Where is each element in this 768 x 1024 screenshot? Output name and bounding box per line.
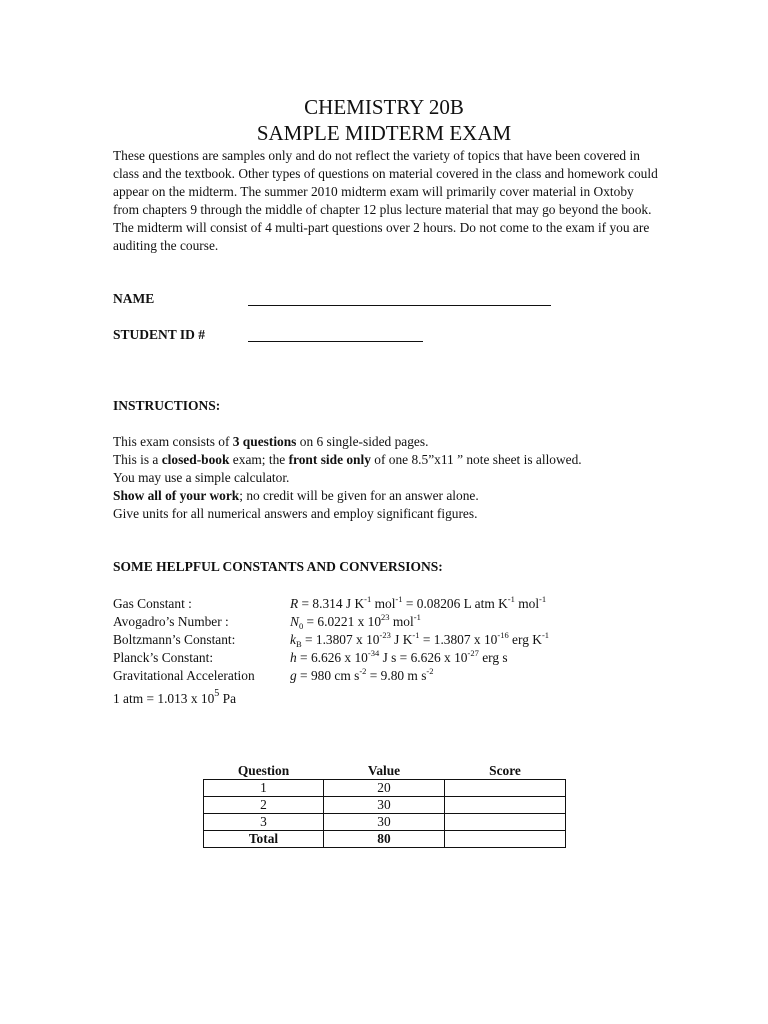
total-value-cell: 80 [324,831,445,848]
intro-paragraph: These questions are samples only and do not reflect the variety of topics that have been covered in class and the textbook. Other types of questions on material covered in the class and homework could appear on the midterm. The summer 2010 midterm exam will primarily cover material in Oxtoby from chapters 9 through the middle of chapter 12 plus lecture material that may go beyond the book. The midterm will consist of 4 multi-part questions over 2 hours. Do not come to the exam if you are auditing the course. [113,148,658,253]
constants-heading: SOME HELPFUL CONSTANTS AND CONVERSIONS: [113,559,443,574]
score-table [203,762,566,848]
exam-title: SAMPLE MIDTERM EXAM [256,121,512,145]
boltzmann-label: Boltzmann’s Constant: [113,632,236,647]
value-cell: 30 [324,797,445,814]
gravity-label: Gravitational Acceleration [113,668,255,683]
table-header-row [204,762,566,780]
value-cell: 30 [324,814,445,831]
question-cell: 1 [204,780,324,797]
instruction-line-1: This exam consists of 3 questions on 6 single-sided pages. [113,434,429,449]
question-cell: 3 [204,814,324,831]
score-cell[interactable] [445,780,566,797]
gravity-value: g = 980 cm $s^{-2} = 9.80$ m $s^{-2}$ [290,666,434,683]
atm-conversion: 1 atm = 1.013 x $10^5$ Pa [113,688,237,706]
question-cell: 2 [204,797,324,814]
instruction-line-5: Give units for all numerical answers and employ significant figures. [113,506,478,521]
instructions-heading: INSTRUCTIONS: [113,398,221,413]
score-cell[interactable] [445,814,566,831]
gas-constant-value: R = 8.314 J $K^{-1}$ mol$^{-1}$ = 0.08206 L atm $K^{-1}$ mol$^{-1}$ [290,594,547,611]
course-title: CHEMISTRY 20B [304,95,464,119]
score-cell[interactable] [445,797,566,814]
table-row [204,814,566,831]
instruction-line-2: This is a closed-book exam; the front side only of one 8.5”x11 ” note sheet is allowed. [113,452,582,467]
boltzmann-value: $k_B = 1.3807$ x $10^{-23}$ J $K^{-1} = 1.3807$ x $10^{-16}$ erg $K^{-1}$ [290,630,550,649]
instruction-line-3: You may use a simple calculator. [113,470,290,485]
planck-value: h = 6.626 x $10^{-34}$ J s = 6.626 x $10^{-27}$ erg s [290,648,508,665]
header-question: Question [237,762,290,778]
table-row [204,797,566,814]
student-id-blank-line[interactable] [248,341,423,342]
total-score-cell[interactable] [445,831,566,848]
planck-label: Planck’s Constant: [113,650,214,665]
student-id-label: STUDENT ID # [113,327,206,342]
total-label-cell: Total [204,831,324,848]
header-score: Score [489,762,521,778]
table-row [204,780,566,797]
gas-constant-label: Gas Constant : [113,596,192,611]
instruction-line-4: Show all of your work; no credit will be given for an answer alone. [113,488,479,503]
name-label: NAME [113,291,155,306]
name-blank-line[interactable] [248,305,551,306]
table-total-row [204,831,566,848]
avogadro-label: Avogadro’s Number : [113,614,229,629]
avogadro-value: $N_0 = 6.0221$ x $10^{23}$ mol$^{-1}$ [290,612,421,631]
header-value: Value [367,762,401,778]
value-cell: 20 [324,780,445,797]
